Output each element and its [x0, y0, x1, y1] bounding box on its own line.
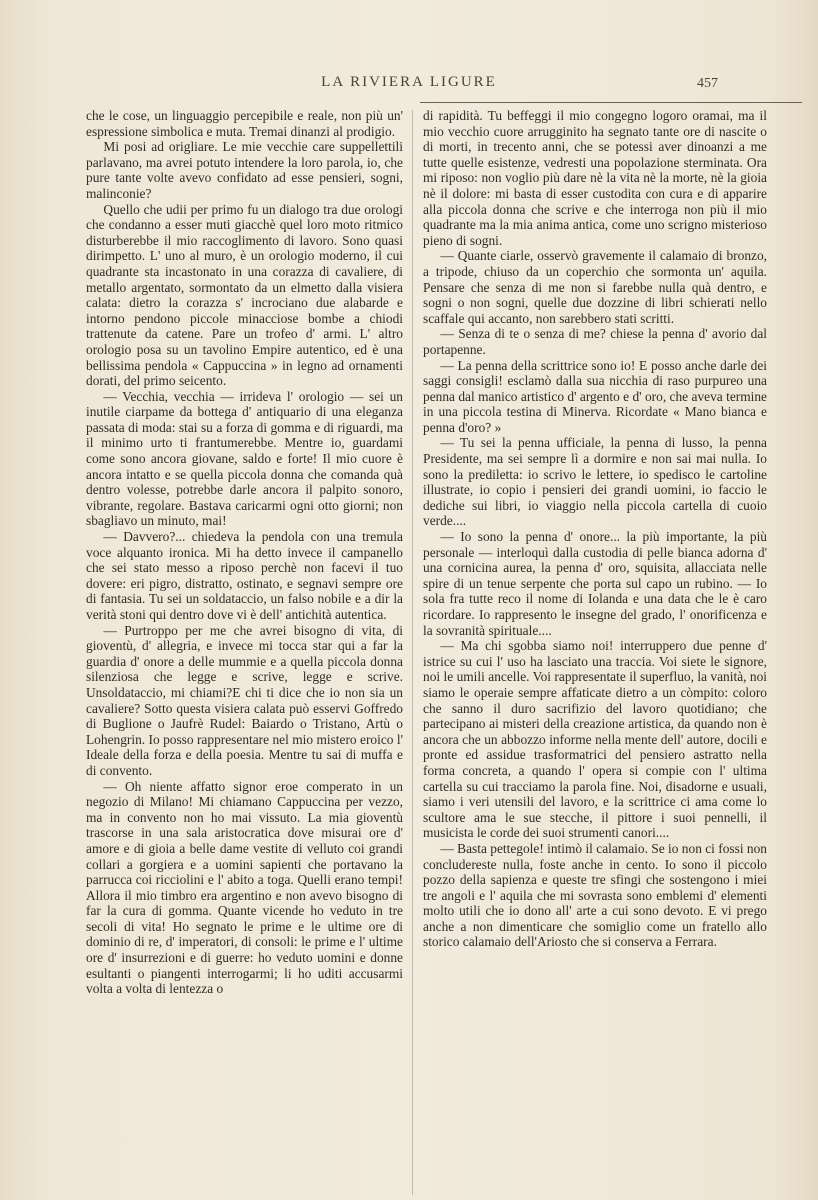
left-column [86, 108, 403, 997]
paragraph: — Davvero?... chiedeva la pendola con una tremula voce alquanto ironica. Mi ha detto invece il campanello che sei stato messo a riposo perchè non facevi il tuo dovere: eri pigro, distratto, ostinato, e segnavi sempre ore di fantasia. Tu sei un soldataccio, un falso nobile e a dir la verità stoni qui dentro dove vi è dell' antichità autentica. [86, 529, 403, 622]
header-rule [420, 102, 802, 103]
paragraph: — Purtroppo per me che avrei bisogno di vita, di gioventù, d' allegria, e invece mi tocca star qui a far la guardia d' onore a delle mummie e a quella piccola donna silenziosa che legge e scrive, legge e scrive. Unsoldataccio, mi chiami?E chi ti dice che io non sia un cavaliere? Sotto questa visiera calata può esservi Goffredo di Buglione o Jaufrè Rudel: Baiardo o Tristano, Artù o Lohengrin. Io posso rappresentare nel mio mistero eroico l' Ideale della forza e della poesia. Mentre tu sai di muffa e di convento. [86, 622, 403, 778]
paragraph: di rapidità. Tu beffeggi il mio congegno logoro oramai, ma il mio vecchio cuore arrugginito ha segnato tante ore di nascite o di morti, in trecento anni, che se potessi aver dinoanzi a me tutte quelle esistenze, vedresti una popolazione sterminata. Ora mi riposo: non voglio più dare nè la vita nè la morte, nè la gioia nè il dolore: mi basta di esser custodita con cura e di apparire alla piccola donna che scrive e che interroga non più il mio quadrante ma la mia anima antica, come uno scrigno misterioso pieno di sogni. [423, 108, 767, 248]
paragraph: — Tu sei la penna ufficiale, la penna di lusso, la penna Presidente, ma sei sempre lì a dormire e non sai mai nulla. Io sono la prediletta: io scrivo le lettere, io spedisco le cartoline illustrate, io copio i pensieri dei grandi uomini, io faccio le dediche sui libri, io viaggio nella piccola cartella di cuoio verde.... [423, 435, 767, 529]
paragraph: — La penna della scrittrice sono io! E posso anche darle dei saggi consigli! esclamò dalla sua nicchia di raso purpureo una penna dal manico artistico d' argento e d' oro, che aveva termine in una piccola testina di Minerva. Ricordate « Mano bianca e penna d'oro? » [423, 357, 767, 435]
paragraph: — Vecchia, vecchia — irrideva l' orologio — sei un inutile ciarpame da bottega d' antiquario di una eleganza passata di moda: stai su a forza di gomma e di riguardi, ma il minimo urto ti frantumerebbe. Mentre io, guardami come sono ancora giovane, saldo e forte! Il mio cuore è ancora intatto e se quella piccola donna che comanda quà dentro volesse, potrebbe darle ancora il palpito sonoro, vibrante, regolare. Bastava caricarmi ogni otto giorni; non sbagliavo un minuto, mai! [86, 388, 403, 529]
column-divider [412, 110, 413, 1195]
paragraph: che le cose, un linguaggio percepibile e reale, non più un' espressione simbolica e muta. Tremai dinanzi al prodigio. [86, 108, 403, 139]
paragraph: Mi posi ad origliare. Le mie vecchie care suppellettili parlavano, ma avrei potuto intendere la loro parola, io, che pure tante volte avevo confidato ad esse pensieri, sogni, malinconie? [86, 139, 403, 201]
right-column [423, 108, 767, 950]
paragraph: — Io sono la penna d' onore... la più importante, la più personale — interloquì dalla custodia di pelle bianca adorna d' una cornicina aurea, la penna d' oro, squisita, allacciata nelle spire di un tenue serpente che porta sul capo un rubino. — Io sola fra tutte reco il nome di Iolanda e una data che le è caro ricordare. Io rappresento le insegne del grado, l' onorificenza e la sovranità spirituale.... [423, 529, 767, 638]
paragraph: — Basta pettegole! intimò il calamaio. Se io non ci fossi non concludereste nulla, foste anche in cento. Io sono il piccolo pozzo della sapienza e queste tre sfingi che sostengono i miei tre angoli e l' aquila che mi sovrasta sono emblemi d' elementi molto utili che io dono all' arte a cui sono devoto. E vi prego anche a non dimenticare che somiglio come un fratello allo storico calamaio dell'Ariosto che si conserva a Ferrara. [423, 840, 767, 950]
paragraph: — Senza di te o senza di me? chiese la penna d' avorio dal portapenne. [423, 326, 767, 357]
page-number: 457 [697, 76, 718, 91]
running-header-title: LA RIVIERA LIGURE [321, 74, 497, 90]
paragraph: — Ma chi sgobba siamo noi! interruppero due penne d' istrice su cui l' uso ha lasciato una traccia. Voi siete le signore, noi le umili ancelle. Voi rappresentate il superfluo, la vanità, noi siamo le operaie sempre affaticate dietro a un còmpito: coloro che sanno il duro sacrifizio del lavoro quotidiano; che partecipano ai misteri della creazione artistica, da quando non è ancora che un abbozzo informe nella mente dell' autore, docili e pronte ed assidue trasformatrici del pensiero astratto nella forma concreta, a quando l' opera si compie con l' ultima cartella su cui tracciamo la parola fine. Noi, disadorne e usuali, siamo i veri utensili del lavoro, e la scrittrice ci ama come lo scultore ama le sue stecche, il pittore i suoi pennelli, il musicista le corde dei suoi strumenti canori.... [423, 638, 767, 841]
paragraph: Quello che udii per primo fu un dialogo tra due orologi che condanno a esser muti giacchè quel loro moto ritmico disturberebbe il mio raccoglimento di lavoro. Sono quasi dirimpetto. L' uno al muro, è un orologio moderno, il cui quadrante sta incastonato in una corazza di cavaliere, di metallo argentato, sormontato da un elmetto dalla visiera calata: dietro la corazza s' incrociano due alabarde e intorno pendono piccole minacciose bombe a chiodi trattenute da catene. Pare un trofeo d' armi. L' altro orologio posa su un tavolino Empire autentico, ed è una bellissima pendola « Cappuccina » in legno ad ornamenti dorati, del primo seicento. [86, 201, 403, 389]
paragraph: — Oh niente affatto signor eroe comperato in un negozio di Milano! Mi chiamano Cappuccina per vezzo, ma in convento non ho mai vissuto. La mia gioventù trascorse in una sala aristocratica dove misurai ore d' amore e di gioia a belle dame vestite di velluto coi grandi collari a gorgiera e a uomini sapienti che portavano la parrucca coi ricciolini e l' abito a toga. Quelli erano tempi! Allora il mio timbro era argentino e non avevo bisogno di far la cura di gomma. Quante vicende ho veduto in tre secoli di vita! Ho segnato le prime e le ultime ore di dominio di re, d' imperatori, di consoli: le prime e l' ultime ore d' insurrezioni e di guerre: ho veduto uomini e donne esultanti o piangenti interrogarmi; li ho uditi accusarmi volta a volta di lentezza o [86, 778, 403, 997]
paragraph: — Quante ciarle, osservò gravemente il calamaio di bronzo, a tripode, chiuso da un coperchio che sormonta un' aquila. Pensare che senza di me non si farebbe nulla quà dentro, e sogni o non sogni, quelle due dozzine di libri schierati nello scaffale qui accanto, non sarebbero stati scritti. [423, 248, 767, 326]
